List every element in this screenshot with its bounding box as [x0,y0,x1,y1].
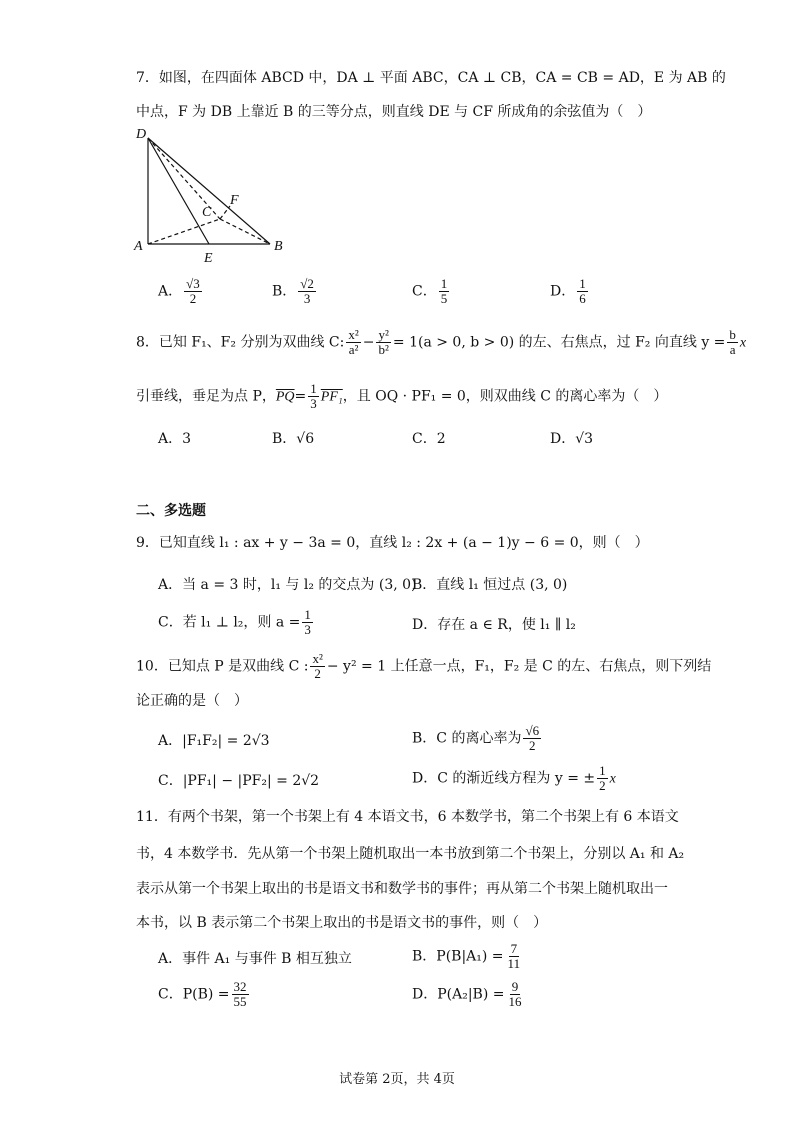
option-label: A． [158,283,183,300]
q7-text-line2: 中点，F 为 DB 上靠近 B 的三等分点，则直线 DE 与 CF 所成角的余弦值为（ ） [136,104,652,120]
q11-text-line2: 书，4 本数学书．先从第一个书架上随机取出一本书放到第二个书架上，分别以 A₁ 和 A₂ [136,846,685,862]
label-d: D [136,127,147,142]
q7-option-d[interactable] [550,277,590,306]
label-a: A [134,239,143,254]
label-e: E [204,251,213,266]
q10-option-d[interactable]: D．C 的渐近线方程为 y = ± $\frac{1}{2}$ x [412,763,616,793]
option-label: D． [550,283,576,300]
q8-text-line1: 8．已知 F₁、F₂ 分别为双曲线 C: $\frac{\text{x²}}{\text{a²}}$ − $\frac{\text{y²}}{\text{b²}}$ = 1(a > 0, b > 0) 的左、右焦点，过 F₂ 向直线 y = $\frac{b}{a}$ x [136,327,747,357]
q8-option-b[interactable]: B．√6 [272,431,315,447]
fraction: $\frac{√3}{2}$ [186,276,200,306]
q11-option-d[interactable]: D．P(A₂|B) = $\frac{9}{16}$ [412,979,522,1009]
option-label: C． [412,283,437,300]
q7-text-line1: 7．如图，在四面体 ABCD 中，DA ⊥ 平面 ABC，CA ⊥ CB，CA = CB = AD，E 为 AB 的 [136,70,726,86]
q7-option-b[interactable] [272,277,318,306]
edge-ac [148,219,220,244]
label-b: B [274,239,283,254]
page-footer: 试卷第 2页，共 4页 [339,1072,455,1087]
q7-option-c[interactable] [412,277,451,306]
q11-text-line3: 表示从第一个书架上取出的书是语文书和数学书的事件；再从第二个书架上随机取出一 [136,881,668,897]
fraction: $\frac{\text{x²}}{2}$ [312,651,323,681]
q10-option-b[interactable]: B．C 的离心率为 $\frac{√6}{2}$ [412,723,540,753]
option-label: B． [272,283,297,300]
fraction: $\frac{1}{6}$ [579,276,586,306]
fraction: $\frac{1}{2}$ [599,763,606,793]
q11-option-a[interactable]: A．事件 A₁ 与事件 B 相互独立 [158,951,352,967]
q8-option-c[interactable]: C．2 [412,431,446,447]
q10-text-line2: 论正确的是（ ） [136,693,248,709]
q9-option-a[interactable]: A．当 a = 3 时，l₁ 与 l₂ 的交点为 (3, 0) [158,577,417,593]
q11-option-c[interactable]: C．P(B) = $\frac{32}{55}$ [158,979,247,1009]
q8-option-a[interactable]: A．3 [158,431,192,447]
q10-text-line1: 10．已知点 P 是双曲线 C : $\frac{\text{x²}}{2}$ − y² = 1 上任意一点，F₁，F₂ 是 C 的左、右焦点，则下列结 [136,651,712,681]
q10-option-c[interactable]: C．|PF₁| − |PF₂| = 2√2 [158,773,320,789]
fraction: $\frac{√2}{3}$ [300,276,314,306]
fraction: $\frac{b}{a}$ [729,327,736,357]
edge-de [148,138,209,244]
fraction: $\frac{1}{3}$ [304,607,311,637]
q7-option-a[interactable] [158,277,204,306]
fraction: $\frac{1}{3}$ [310,381,317,411]
fraction: $\frac{7}{11}$ [507,941,521,971]
fraction: $\frac{9}{16}$ [508,979,522,1009]
label-c: C [202,205,212,220]
q11-text-line1: 11．有两个书架，第一个书架上有 4 本语文书，6 本数学书，第二个书架上有 6 本语文 [136,809,679,825]
q9-text-line1: 9．已知直线 l₁ : ax + y − 3a = 0，直线 l₂ : 2x + (a − 1)y − 6 = 0，则（ ） [136,535,649,551]
tetrahedron-figure [130,126,300,266]
q11-text-line4: 本书，以 B 表示第二个书架上取出的书是语文书的事件，则（ ） [136,915,548,931]
section-heading: 二、多选题 [136,503,206,519]
edge-db [148,138,270,244]
q10-option-a[interactable]: A．|F₁F₂| = 2√3 [158,733,270,749]
q8-option-d[interactable]: D．√3 [550,431,594,447]
label-f: F [230,193,239,208]
q9-option-d[interactable]: D．存在 a ∈ R，使 l₁ ∥ l₂ [412,617,576,633]
fraction: $\frac{\text{x²}}{\text{a²}}$ [348,327,359,357]
fraction: $\frac{32}{55}$ [233,979,247,1009]
q8-text-line2: 引垂线，垂足为点 P，$\overline{PQ}=$ $\frac{1}{3}$ PF₁，且 OQ · PF₁ = 0，则双曲线 C 的离心率为（ ） [136,381,668,411]
q9-option-c[interactable]: C．若 l₁ ⊥ l₂，则 a = $\frac{1}{3}$ [158,607,311,637]
fraction: $\frac{\text{y²}}{\text{b²}}$ [378,327,389,357]
fraction: $\frac{1}{5}$ [440,276,448,306]
q9-option-b[interactable]: B．直线 l₁ 恒过点 (3, 0) [412,577,568,593]
q11-option-b[interactable]: B．P(B|A₁) = $\frac{7}{11}$ [412,941,521,971]
fraction: $\frac{√6}{2}$ [525,723,540,753]
